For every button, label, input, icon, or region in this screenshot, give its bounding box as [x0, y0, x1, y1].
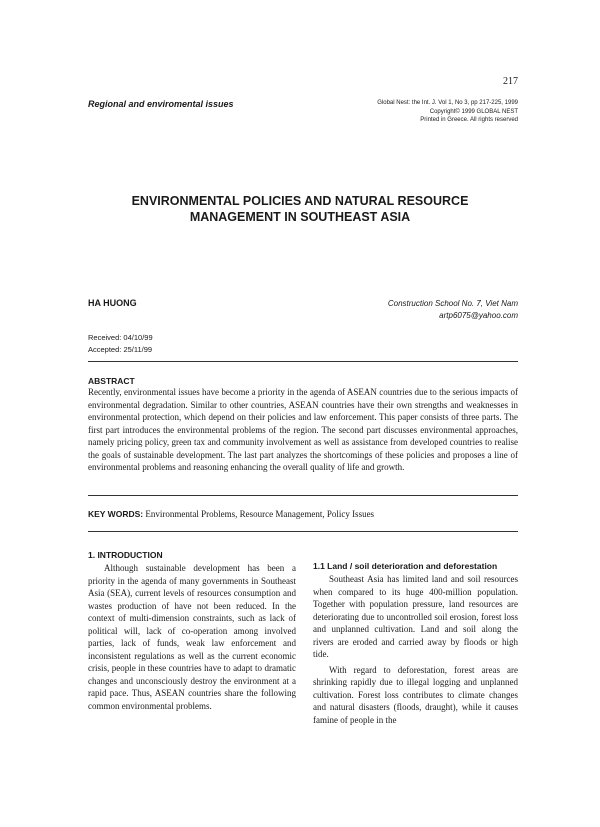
section-label: Regional and enviromental issues	[88, 99, 234, 109]
keywords-text: Environmental Problems, Resource Management, Policy Issues	[143, 509, 375, 519]
keywords-label: KEY WORDS:	[88, 509, 144, 519]
title-line-1: ENVIRONMENTAL POLICIES AND NATURAL RESOURCE	[131, 194, 469, 208]
abstract-heading: ABSTRACT	[88, 376, 135, 386]
author-email: artp6075@yahoo.com	[439, 311, 518, 320]
divider	[88, 495, 518, 496]
citation-journal: Global Nest: the Int. J. Vol 1, No 3, pp 217-225, 1999	[377, 100, 518, 106]
submission-dates	[88, 332, 153, 355]
divider	[88, 531, 518, 532]
title-line-2: MANAGEMENT IN SOUTHEAST ASIA	[189, 210, 411, 224]
introduction-paragraph: Although sustainable development has been a priority in the agenda of many governments in Southeast Asia (SEA), current levels of resources consumption and wastes production of have not been reduced. In the context of multi-dimension constraints, such as lack of political will, lack of co-operation among involved parties, lack of funds, weak law enforcement and inconsistent regulations as well as the current economic crisis, people in these countries have to adapt to dramatic changes and unconsciously destroy the environment at a rapid pace. Thus, ASEAN countries share the following common environmental problems.	[88, 563, 296, 711]
land-section-heading: 1.1 Land / soil deterioration and deforestation	[313, 561, 498, 571]
accepted-date: Accepted: 25/11/99	[88, 344, 153, 354]
received-date: Received: 04/10/99	[88, 333, 153, 342]
keywords	[88, 509, 518, 519]
land-section-body	[313, 573, 518, 726]
introduction-body	[88, 562, 296, 712]
affiliation-institution: Construction School No. 7, Viet Nam	[387, 299, 518, 308]
divider	[88, 361, 518, 362]
citation-block	[377, 99, 518, 125]
land-paragraph-1: Southeast Asia has limited land and soil resources when compared to its huge 400-million population. Together with population pressure, land resources are deteriorating due to uncontrolled soil erosion, forest loss and unplanned cultivation. Land and soil along the rivers are eroded and carried away by floods or high tide.	[313, 574, 518, 659]
land-paragraph-2: With regard to deforestation, forest areas are shrinking rapidly due to illegal logging and unplanned cultivation. Forest loss contributes to climate changes and natural disasters (floods, draught), while it causes famine of people in the	[313, 664, 518, 725]
abstract-text: Recently, environmental issues have become a priority in the agenda of ASEAN countries due to the serious impacts of environmental degradation. Similar to other countries, ASEAN countries have their own strengths and weaknesses in environmental protection, which depend on their policies and law enforcement. This paper consists of three parts. The first part introduces the environmental problems of the region. The second part discusses environmental approaches, namely pricing policy, green tax and community involvement as well as assistance from developed countries to realise the goals of sustainable development. The last part analyzes the shortcomings of these policies and proposes a line of environmental problems and reasoning enhancing the overall quality of life and growth.	[88, 387, 518, 472]
introduction-heading: 1. INTRODUCTION	[88, 550, 163, 560]
citation-copyright: Copyright© 1999 GLOBAL NEST	[429, 108, 518, 115]
page-number: 217	[503, 76, 518, 87]
citation-printed: Printed in Greece. All rights reserved	[420, 117, 518, 123]
paper-title	[60, 193, 540, 225]
author-name: HA HUONG	[88, 298, 137, 308]
author-affiliation	[388, 298, 518, 322]
